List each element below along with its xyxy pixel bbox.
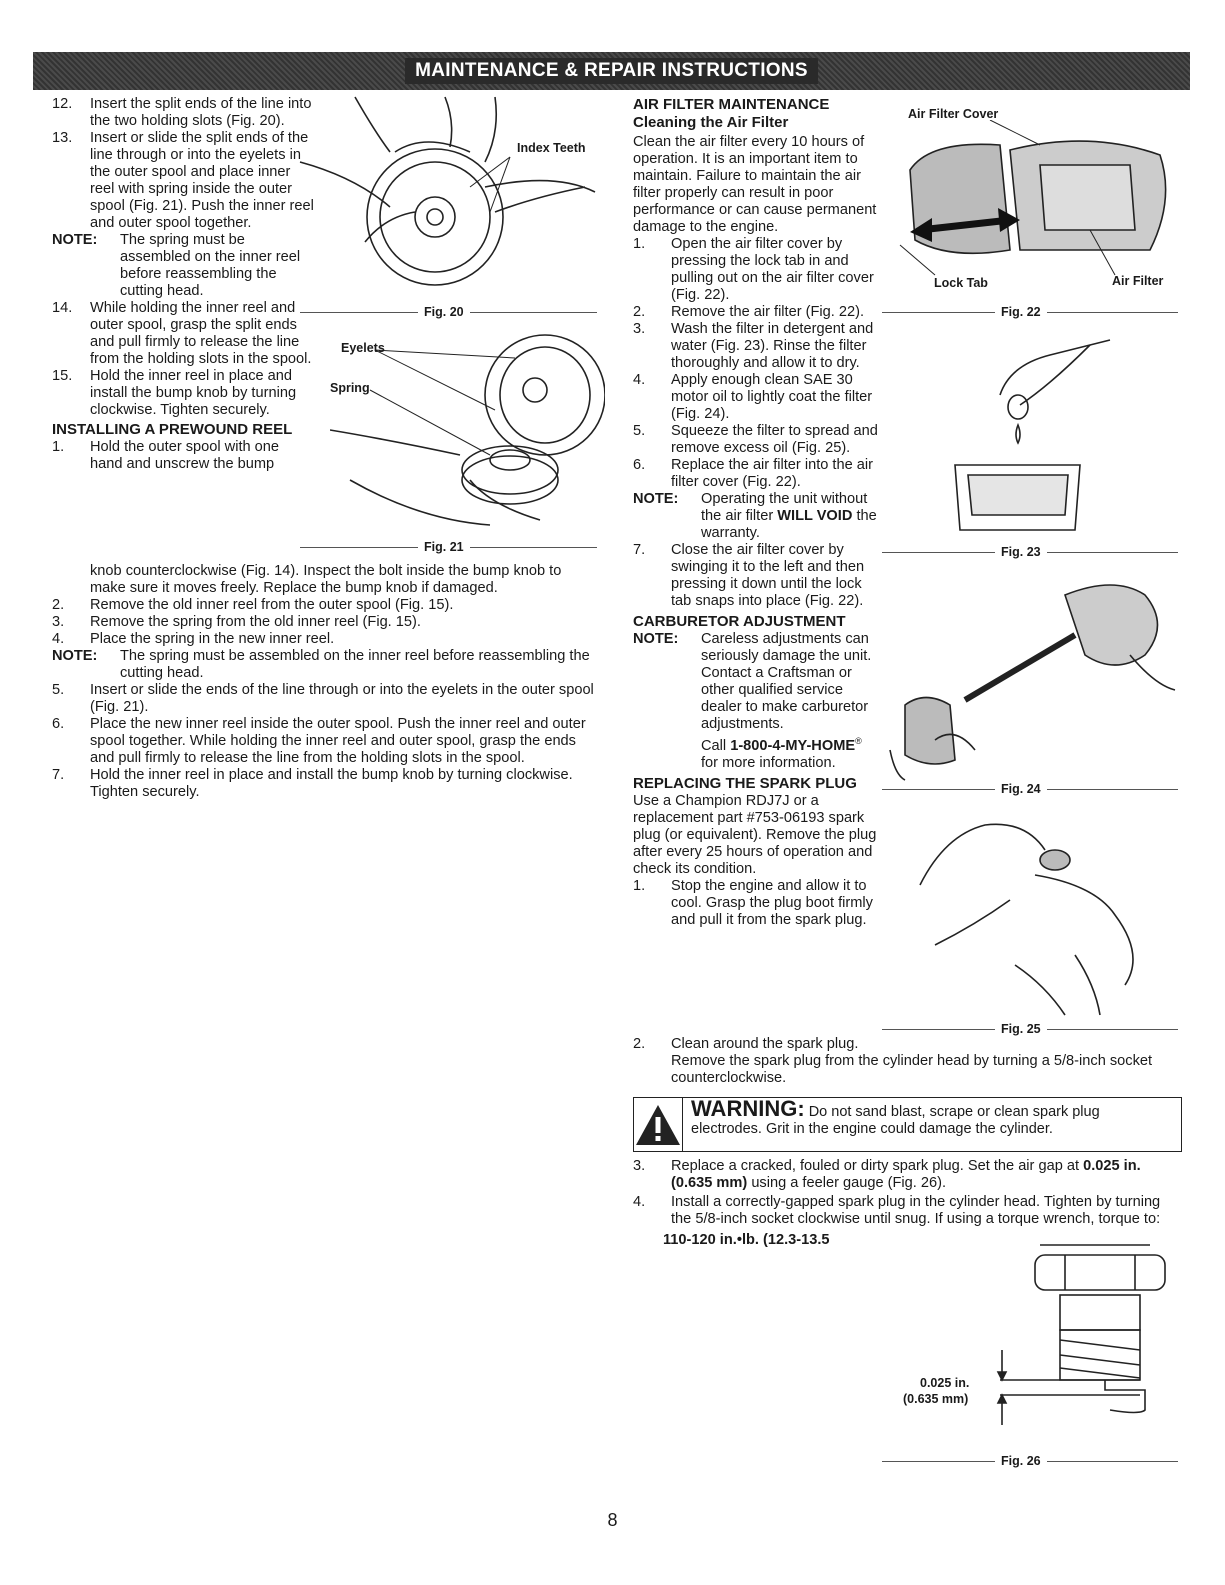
step-12: 12. Insert the split ends of the line into the two holding slots (Fig. 20). xyxy=(52,96,312,129)
left-steps-top xyxy=(52,96,314,473)
fig26-caption: Fig. 26 xyxy=(882,1454,1178,1468)
fig23-caption: Fig. 23 xyxy=(882,545,1178,559)
air-step-6: 6. Replace the air filter into the air filter cover (Fig. 22). xyxy=(633,457,873,490)
fig24-illustration xyxy=(885,575,1180,785)
warning-text: Do not sand blast, scrape or clean spark plug electrodes. Grit in the engine could damage the cylinder. xyxy=(691,1104,1100,1137)
step-15: 15. Hold the inner reel in place and install the bump knob by turning clockwise. Tighten securely. xyxy=(52,368,297,418)
spark-step-4: 4. Install a correctly-gapped spark plug in the cylinder head. Tighten by turning the 5/8-inch socket clockwise until snug. If using a torque wrench, torque to: xyxy=(633,1194,1161,1227)
prewound-step-2: 2. Remove the old inner reel from the outer spool (Fig. 15). xyxy=(52,597,454,613)
left-steps-bottom xyxy=(52,563,597,801)
air-step-1: 1. Open the air filter cover by pressing the lock tab in and pulling out on the air filter cover (Fig. 22). xyxy=(633,236,874,303)
spark-plug-intro: Use a Champion RDJ7J or a replacement part #753-06193 spark plug (or equivalent). Remove the plug after every 25 hours of operation and check its condition. xyxy=(633,792,877,877)
torque-spec: 110-120 in.•lb. (12.3-13.5 xyxy=(663,1232,830,1248)
fig26-gap-inches: 0.025 in. xyxy=(920,1376,970,1390)
prewound-heading: INSTALLING A PREWOUND REEL xyxy=(52,421,293,438)
step-13: 13. Insert or slide the split ends of the line through or into the eyelets in the outer spool and place inner reel with spring inside the outer spool (Fig. 21). Push the inner reel and outer spool together. xyxy=(52,130,314,231)
fig21-caption: Fig. 21 xyxy=(300,540,597,554)
air-filter-subheading: Cleaning the Air Filter xyxy=(633,114,789,131)
carburetor-note: NOTE: Careless adjustments can seriously damage the unit. Contact a Craftsman or other qualified service dealer to make carburetor adjustments. Call 1-800-4-MY-HOME® for more information. xyxy=(633,631,872,771)
prewound-step-4: 4. Place the spring in the new inner reel. xyxy=(52,631,335,647)
air-step-3: 3. Wash the filter in detergent and water (Fig. 23). Rinse the filter thoroughly and allow it to dry. xyxy=(633,321,874,371)
spark-steps-3-4 xyxy=(633,1158,1178,1249)
fig23-illustration xyxy=(940,335,1120,545)
fig22-caption: Fig. 22 xyxy=(882,305,1178,319)
prewound-step-5: 5. Insert or slide the ends of the line through or into the eyelets in the outer spool (Fig. 21). xyxy=(52,682,594,715)
page-number: 8 xyxy=(607,1510,618,1530)
fig25-illustration xyxy=(915,815,1165,1020)
spark-step-2: 2. Clean around the spark plug. Remove the spark plug from the cylinder head by turning a 5/8-inch socket counterclockwise. xyxy=(633,1036,1153,1086)
note-spring-2: NOTE: The spring must be assembled on the inner reel before reassembling the cutting head. xyxy=(52,648,590,681)
section-title: MAINTENANCE & REPAIR INSTRUCTIONS xyxy=(405,58,818,84)
fig22-illustration xyxy=(890,120,1180,280)
prewound-step-7: 7. Hold the inner reel in place and install the bump knob by turning clockwise. Tighten securely. xyxy=(52,767,573,800)
spark-plug-heading: REPLACING THE SPARK PLUG xyxy=(633,774,857,792)
note-spring-1: NOTE: The spring must be assembled on the inner reel before reassembling the cutting head. xyxy=(52,232,301,299)
prewound-step-6: 6. Place the new inner reel inside the outer spool. Push the inner reel and outer spool together. While holding the inner reel and outer spool, grasp the ends and pull firmly to release the line from the holding slots in the spool. xyxy=(52,716,586,766)
fig20-label-index-teeth: Index Teeth xyxy=(517,141,586,155)
prewound-step-1a: 1. Hold the outer spool with one hand and unscrew the bump xyxy=(52,439,280,472)
air-step-2: 2. Remove the air filter (Fig. 22). xyxy=(633,304,865,320)
warning-word: WARNING: xyxy=(691,1096,805,1121)
right-column-upper xyxy=(633,96,878,929)
spark-step-1: 1. Stop the engine and allow it to cool. Grasp the plug boot firmly and pull it from the spark plug. xyxy=(633,877,873,928)
spark-step-3: 3. Replace a cracked, fouled or dirty spark plug. Set the air gap at 0.025 in. (0.635 mm) using a feeler gauge (Fig. 26). xyxy=(633,1158,1141,1191)
warning-triangle-icon xyxy=(634,1103,682,1147)
fig22-label-lock-tab: Lock Tab xyxy=(934,276,988,290)
air-step-5: 5. Squeeze the filter to spread and remove excess oil (Fig. 25). xyxy=(633,423,878,456)
fig24-caption: Fig. 24 xyxy=(882,782,1178,796)
air-step-7: 7. Close the air filter cover by swinging it to the left and then pressing it down until the lock tab snaps into place (Fig. 22). xyxy=(633,542,865,609)
warning-box xyxy=(633,1097,1182,1152)
air-filter-intro: Clean the air filter every 10 hours of operation. It is an important item to maintain. Failure to maintain the air filter properly can result in poor performance or can cause permanent damage to the engine. xyxy=(633,134,877,235)
fig25-caption: Fig. 25 xyxy=(882,1022,1178,1036)
air-note: NOTE: Operating the unit without the air filter WILL VOID the warranty. xyxy=(633,491,877,541)
fig21-label-eyelets: Eyelets xyxy=(341,341,385,355)
air-step-4: 4. Apply enough clean SAE 30 motor oil to lightly coat the filter (Fig. 24). xyxy=(633,372,873,422)
fig26-gap-mm: (0.635 mm) xyxy=(903,1392,969,1406)
fig26-illustration xyxy=(990,1240,1180,1440)
fig21-label-spring: Spring xyxy=(330,381,370,395)
prewound-step-1b: knob counterclockwise (Fig. 14). Inspect the bolt inside the bump knob to make sure it moves freely. Replace the bump knob if damaged. xyxy=(90,563,562,596)
prewound-step-3: 3. Remove the spring from the old inner reel (Fig. 15). xyxy=(52,614,421,630)
fig20-illustration xyxy=(295,92,600,302)
fig22-label-air-filter: Air Filter xyxy=(1112,274,1164,288)
fig22-label-cover: Air Filter Cover xyxy=(908,107,999,121)
fig20-caption: Fig. 20 xyxy=(300,305,597,319)
step-14: 14. While holding the inner reel and outer spool, grasp the split ends and pull firmly to release the line from the holding slots in the spool. xyxy=(52,300,312,367)
section-banner xyxy=(33,52,1190,90)
fig21-illustration xyxy=(330,330,605,535)
air-filter-heading: AIR FILTER MAINTENANCE xyxy=(633,96,830,113)
carburetor-heading: CARBURETOR ADJUSTMENT xyxy=(633,613,846,630)
